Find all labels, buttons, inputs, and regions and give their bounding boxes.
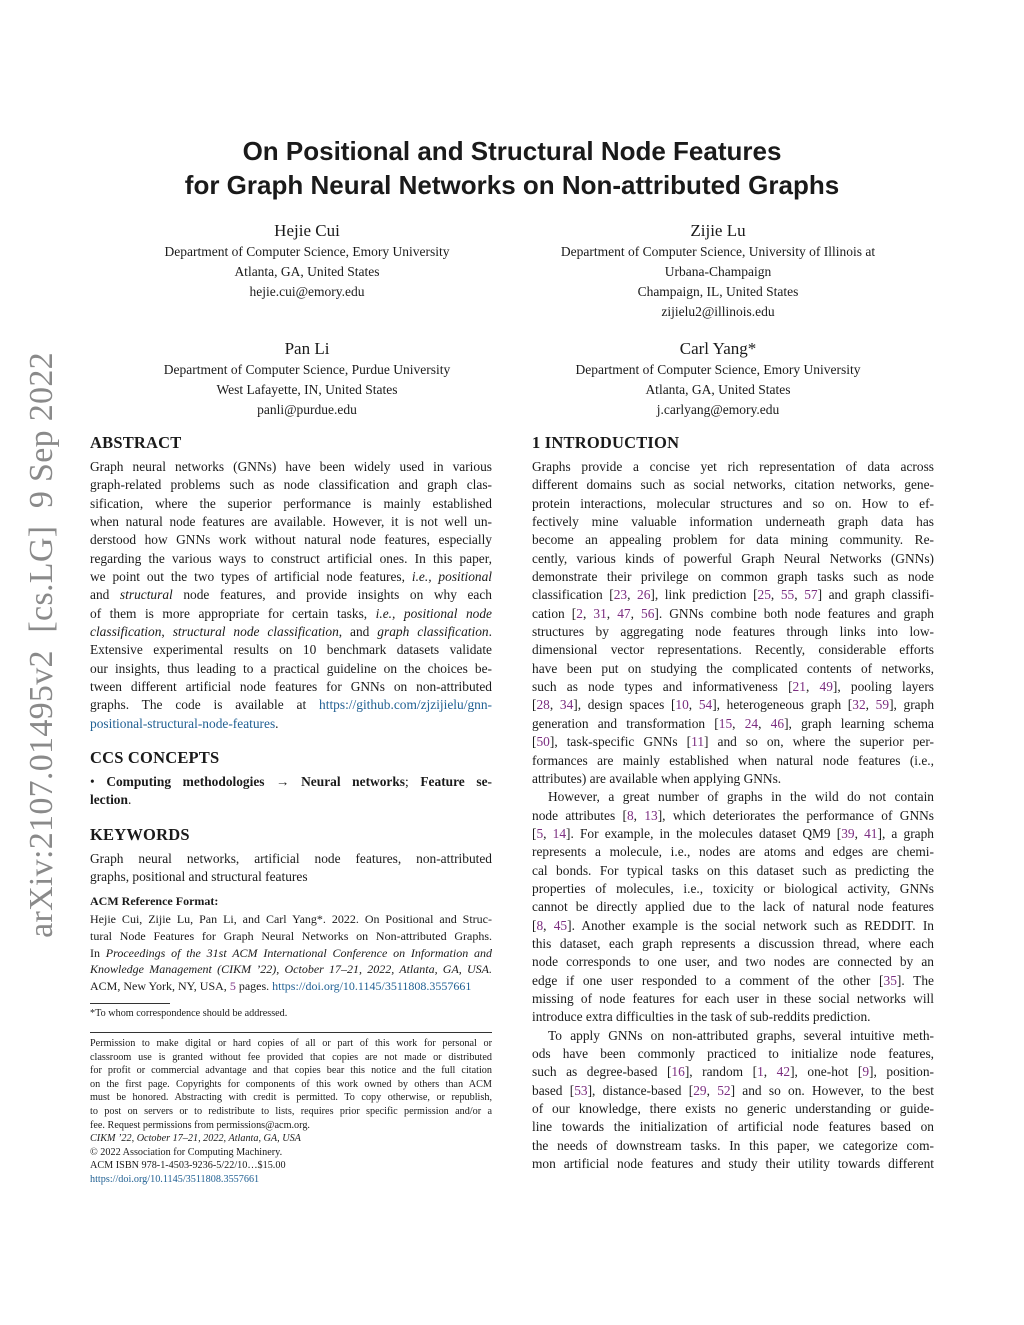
text-line: our insights, thus leading to a practical guideline on the choices be- bbox=[90, 660, 492, 676]
paper-title bbox=[0, 134, 1024, 202]
arxiv-identifier-sidebar: arXiv:2107.01495v2 [cs.LG] 9 Sep 2022 bbox=[23, 352, 60, 938]
author-location: Champaign, IL, United States bbox=[637, 284, 799, 299]
text-line: classroom use is granted without fee provided that copies are not made or distributed bbox=[90, 1051, 492, 1063]
author-affiliation: Department of Computer Science, University of Illinois at bbox=[560, 244, 876, 259]
footnote-rule bbox=[90, 1003, 170, 1004]
author-affiliation: Urbana-Champaign bbox=[664, 264, 772, 279]
paragraph bbox=[532, 788, 934, 1026]
text-line: tural Node Features for Graph Neural Networks on Non-attributed Graphs. bbox=[90, 928, 492, 943]
paragraph bbox=[532, 458, 934, 788]
text-line: introduce extra difficulties in the task of sub-reddits prediction. bbox=[532, 1009, 871, 1025]
text-line: demonstrate their privilege on common graph tasks such as node bbox=[532, 569, 934, 585]
text-line: Graph neural networks, artificial node features, non-attributed bbox=[90, 851, 492, 866]
text-line: graphs. The code is available at https://github.com/zjzijielu/gnn- bbox=[90, 697, 492, 713]
text-line: line towards the initialization of artificial node features based on bbox=[532, 1119, 934, 1135]
text-line: attributes) are available when applying GNNs. bbox=[532, 770, 782, 786]
text-line: the needs of downstream tasks. In this paper, we categorize com- bbox=[532, 1137, 934, 1153]
text-line: have been put on studying the complicated contents of networks, bbox=[532, 660, 934, 676]
text-line: fee. Request permissions from permissions@acm.org. bbox=[90, 1119, 310, 1131]
text-line: Extensive experimental results on 10 benchmark datasets validate bbox=[90, 642, 492, 658]
text-line: [50], task-specific GNNs [11] and so on, where the superior per- bbox=[532, 734, 934, 750]
text-line: such as degree-based [16], random [1, 42], one-hot [9], position- bbox=[532, 1064, 934, 1080]
author-block bbox=[508, 220, 928, 322]
text-line: represents a molecule, i.e., nodes are atoms and edges are chemi- bbox=[532, 844, 934, 860]
keywords-heading: KEYWORDS bbox=[90, 825, 190, 844]
text-line: [5, 14]. For example, in the molecules dataset QM9 [39, 41], a graph bbox=[532, 825, 934, 841]
author-name: Carl Yang* bbox=[679, 339, 757, 358]
acm-reference-body bbox=[90, 911, 492, 995]
text-line: positional-structural-node-features. bbox=[90, 715, 279, 731]
text-line: To apply GNNs on non-attributed graphs, several intuitive meth- bbox=[548, 1027, 934, 1043]
text-line: Graph neural networks (GNNs) have been widely used in various bbox=[90, 459, 492, 474]
author-name: Hejie Cui bbox=[274, 221, 340, 240]
text-line: Hejie Cui, Zijie Lu, Pan Li, and Carl Yang*. 2022. On Positional and Struc- bbox=[90, 912, 492, 926]
copyright-block bbox=[90, 1132, 301, 1186]
text-line: mon artificial node features and study their utility towards different bbox=[532, 1156, 934, 1172]
text-line: dimensional vector representations. Recently, considerable efforts bbox=[532, 642, 934, 658]
permission-notice bbox=[90, 1037, 492, 1132]
author-block bbox=[97, 338, 517, 420]
text-line: on the first page. Copyrights for components of this work owned by others than ACM bbox=[90, 1078, 492, 1090]
introduction-heading: 1 INTRODUCTION bbox=[532, 433, 680, 452]
keywords-body bbox=[90, 850, 492, 887]
text-line: structures by aggregating node features through links into low- bbox=[532, 624, 934, 640]
text-line: tween different artificial node features for GNNs on non-attributed bbox=[90, 679, 492, 695]
text-line: based [53], distance-based [29, 52] and so on. However, to the best bbox=[532, 1082, 934, 1098]
author-name: Pan Li bbox=[284, 339, 330, 358]
text-line: to post on servers or to redistribute to lists, requires prior specific permission and/or a bbox=[90, 1105, 492, 1117]
text-line: this dataset, each graph represents a discussion thread, where each bbox=[532, 935, 934, 951]
introduction-body bbox=[532, 458, 934, 1173]
author-affiliation: Department of Computer Science, Purdue University bbox=[163, 362, 451, 377]
text-line: • Computing methodologies → Neural networks; Feature se- bbox=[90, 774, 492, 789]
author-email: zijielu2@illinois.edu bbox=[661, 304, 775, 319]
ccs-body bbox=[90, 773, 492, 810]
author-affiliation: Department of Computer Science, Emory University bbox=[575, 362, 861, 377]
text-line: when natural node features are available. However, it is not well un- bbox=[90, 514, 492, 530]
text-line: such as node types and informativeness [21, 49], pooling layers bbox=[532, 679, 934, 695]
text-line: graph-related problems such as node classification and graph clas- bbox=[90, 477, 492, 493]
author-block bbox=[508, 338, 928, 420]
text-line: formances are mainly established when natural node features (i.e., bbox=[532, 752, 934, 768]
doi-link[interactable]: https://doi.org/10.1145/3511808.3557661 bbox=[90, 1173, 260, 1185]
text-line: However, a great number of graphs in the wild do not contain bbox=[548, 789, 934, 805]
url-link[interactable]: https://github.com/zjzijielu/gnn- bbox=[319, 697, 492, 713]
text-line: of them is more appropriate for certain tasks, i.e., positional node bbox=[90, 605, 492, 621]
text-line: and structural node features, and provide insights on why each bbox=[90, 587, 493, 603]
ccs-heading: CCS CONCEPTS bbox=[90, 748, 220, 767]
text-line: generation and transformation [15, 24, 46], graph learning schema bbox=[532, 715, 934, 731]
text-line: of our knowledge, there exists no generic understanding or guide- bbox=[532, 1101, 934, 1117]
permission-rule bbox=[90, 1032, 492, 1033]
author-name: Zijie Lu bbox=[690, 221, 746, 240]
text-line: In Proceedings of the 31st ACM International Conference on Information and bbox=[90, 945, 492, 960]
url-link[interactable]: https://doi.org/10.1145/3511808.3557661 bbox=[272, 979, 472, 994]
text-line: derstood how GNNs work without natural node features, especially bbox=[90, 532, 492, 548]
text-line: Knowledge Management (CIKM ’22), October 17–21, 2022, Atlanta, GA, USA. bbox=[90, 962, 492, 977]
text-line: fectively mine valuable information underneath graph data has bbox=[532, 514, 934, 530]
text-line: sification, where the superior performance is mainly established bbox=[90, 495, 492, 511]
title-line: for Graph Neural Networks on Non-attributed Graphs bbox=[184, 170, 840, 200]
acm-reference-heading: ACM Reference Format: bbox=[90, 894, 219, 908]
text-line: lection. bbox=[90, 792, 132, 808]
text-line: protein interactions, molecular structures and so on. How to ef- bbox=[532, 495, 934, 511]
text-line: become an appealing problem for data mining community. Re- bbox=[532, 532, 934, 548]
isbn: ACM ISBN 978-1-4503-9236-5/22/10…$15.00 bbox=[90, 1160, 286, 1172]
text-line: classification [23, 26], link prediction [25, 55, 57] and graph classifi- bbox=[532, 587, 934, 603]
text-line: node attributes [8, 13], which deteriorates the performance of GNNs bbox=[532, 807, 934, 823]
author-email: j.carlyang@emory.edu bbox=[656, 402, 780, 417]
text-line: cently, various kinds of powerful Graph Neural Networks (GNNs) bbox=[532, 550, 934, 566]
url-link[interactable]: positional-structural-node-features bbox=[90, 715, 276, 731]
text-line: ods have been commonly practiced to initialize node features, bbox=[532, 1046, 934, 1061]
text-line: Graphs provide a concise yet rich representation of data across bbox=[532, 459, 934, 474]
text-line: cal bonds. For typical tasks on this dataset such as predicting the bbox=[532, 862, 934, 878]
author-location: West Lafayette, IN, United States bbox=[216, 382, 398, 397]
venue: CIKM ’22, October 17–21, 2022, Atlanta, GA, USA bbox=[90, 1133, 301, 1144]
text-line: Permission to make digital or hard copies of all or part of this work for personal or bbox=[90, 1038, 492, 1049]
author-email: hejie.cui@emory.edu bbox=[249, 284, 365, 299]
author-location: Atlanta, GA, United States bbox=[645, 382, 791, 397]
text-line: missing of node features for each user in these social networks will bbox=[532, 990, 934, 1006]
author-email: panli@purdue.edu bbox=[257, 402, 357, 417]
text-line: different domains such as social networks, citation networks, gene- bbox=[532, 477, 934, 493]
text-line: cation [2, 31, 47, 56]. GNNs combine both node features and graph bbox=[532, 605, 935, 621]
copyright: © 2022 Association for Computing Machinery. bbox=[90, 1146, 283, 1158]
abstract-heading: ABSTRACT bbox=[90, 433, 182, 452]
text-line: edge if one user responded to a comment of the other [35]. The bbox=[532, 972, 934, 988]
text-line: classification, structural node classification, and graph classification. bbox=[90, 624, 492, 640]
author-block bbox=[97, 220, 517, 302]
title-line: On Positional and Structural Node Features bbox=[242, 136, 782, 166]
footnote: *To whom correspondence should be addressed. bbox=[90, 1008, 288, 1019]
text-line: graphs, positional and structural features bbox=[90, 869, 308, 885]
abstract-body bbox=[90, 458, 492, 733]
text-line: [28, 34], design spaces [10, 54], heterogeneous graph [32, 59], graph bbox=[532, 697, 935, 713]
text-line: ACM, New York, NY, USA, 5 pages. https://doi.org/10.1145/3511808.3557661 bbox=[90, 979, 472, 994]
text-line: regarding the various ways to construct artificial ones. In this paper, bbox=[90, 550, 492, 566]
text-line: cannot be directly applied due to the lack of natural node features bbox=[532, 899, 934, 915]
paragraph bbox=[532, 1027, 934, 1174]
text-line: properties of molecules, i.e., toxicity or biological activity, GNNs bbox=[532, 880, 934, 896]
text-line: [8, 45]. Another example is the social network such as REDDIT. In bbox=[532, 917, 934, 933]
text-line: node corresponds to one user, and two nodes are connected by an bbox=[532, 954, 934, 970]
text-line: must be honored. Abstracting with credit is permitted. To copy otherwise, or republish, bbox=[90, 1092, 492, 1104]
text-line: we point out the two types of artificial node features, i.e., positional bbox=[90, 569, 492, 585]
author-location: Atlanta, GA, United States bbox=[234, 264, 380, 279]
author-affiliation: Department of Computer Science, Emory University bbox=[164, 244, 450, 259]
text-line: for profit or commercial advantage and that copies bear this notice and the full citation bbox=[90, 1065, 492, 1077]
